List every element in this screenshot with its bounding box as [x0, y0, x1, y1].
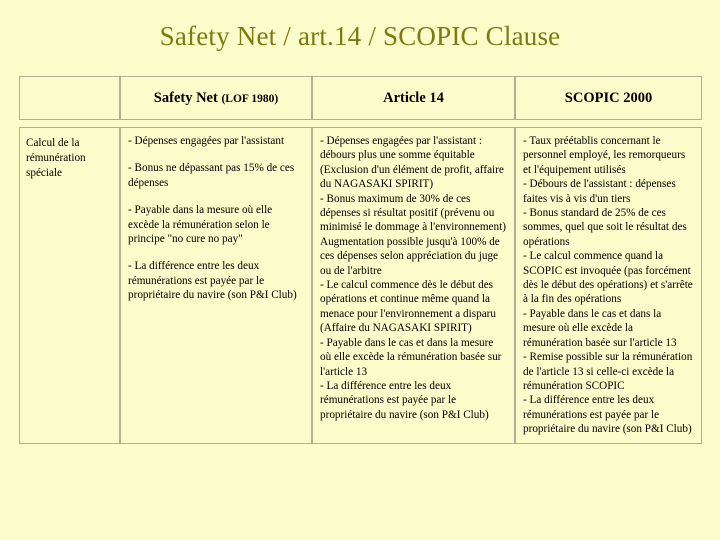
cell-paragraph: Augmentation possible jusqu'à 100% de ces dépenses selon appréciation du juge ou de l'arbitre	[320, 235, 500, 277]
cell-scopic-2000	[515, 127, 702, 444]
header-scopic-2000: SCOPIC 2000	[515, 76, 702, 120]
comparison-table-container	[19, 76, 702, 444]
cell-paragraph: - Le calcul commence dès le début des opérations et continue même quand la menace pour l'environnement a disparu (Affaire du NAGASAKI SPIRIT)	[320, 279, 496, 335]
header-article-14: Article 14	[312, 76, 515, 120]
cell-paragraph: - Bonus maximum de 30% de ces dépenses si résultat positif (prévenu ou minimisé le dommage à l'environnement)	[320, 192, 506, 234]
header-corner-cell	[19, 76, 120, 120]
cell-paragraph: - Bonus ne dépassant pas 15% de ces dépenses	[128, 162, 295, 189]
cell-paragraph: - La différence entre les deux rémunérations est payée par le propriétaire du navire (son P&I Club)	[523, 394, 692, 436]
cell-paragraph: - La différence entre les deux rémunérations est payée par le propriétaire du navire (son P&I Club)	[320, 379, 489, 421]
cell-paragraph: - Payable dans le cas et dans la mesure où elle excède la rémunération basée sur l'article 13	[523, 307, 677, 349]
page-title: Safety Net / art.14 / SCOPIC Clause	[159, 21, 561, 51]
cell-article-14	[312, 127, 515, 444]
table-row	[19, 127, 702, 444]
comparison-table	[19, 76, 702, 444]
cell-safety-net	[120, 127, 312, 444]
header-safety-net	[120, 76, 312, 120]
cell-paragraph: - Payable dans la mesure où elle excède la rémunération selon le principe "no cure no pay"	[128, 204, 273, 246]
header-safety-net-main: Safety Net	[153, 89, 218, 106]
spacer-cell	[515, 120, 702, 127]
table-body	[19, 120, 702, 444]
cell-paragraph: - Bonus standard de 25% de ces sommes, quel que soit le résultat des opérations	[523, 207, 687, 248]
cell-paragraph: - Débours de l'assistant : dépenses faites vis à vis d'un tiers	[523, 178, 676, 205]
cell-paragraph: - Dépenses engagées par l'assistant	[128, 135, 285, 147]
header-row	[19, 76, 702, 120]
spacer-cell	[19, 120, 120, 127]
cell-paragraph: - Le calcul commence quand la SCOPIC est invoquée (pas forcément dès le début des opérations) et s'arrête à la fin des opérations	[523, 250, 693, 306]
cell-paragraph: - Remise possible sur la rémunération de l'article 13 si celle-ci excède la rémunération SCOPIC	[523, 351, 693, 392]
header-safety-net-sub: (LOF 1980)	[221, 92, 279, 105]
cell-paragraph: - La différence entre les deux rémunérations est payée par le propriétaire du navire (son P&I Club)	[128, 260, 297, 302]
row-label-calcul-remuneration: Calcul de la rémunération spéciale	[19, 127, 120, 444]
cell-paragraph: - Taux préétablis concernant le personnel employé, les remorqueurs et l'équipement utilisés	[523, 135, 686, 176]
cell-paragraph: - Dépenses engagées par l'assistant : débours plus une somme équitable	[320, 135, 483, 162]
cell-paragraph: - Payable dans le cas et dans la mesure où elle excède la rémunération basée sur l'article 13	[320, 336, 502, 378]
table-header	[19, 76, 702, 120]
spacer-cell	[120, 120, 312, 127]
header-body-spacer	[19, 120, 702, 127]
cell-paragraph: (Exclusion d'un élément de profit, affaire du NAGASAKI SPIRIT)	[320, 163, 504, 191]
spacer-cell	[312, 120, 515, 127]
